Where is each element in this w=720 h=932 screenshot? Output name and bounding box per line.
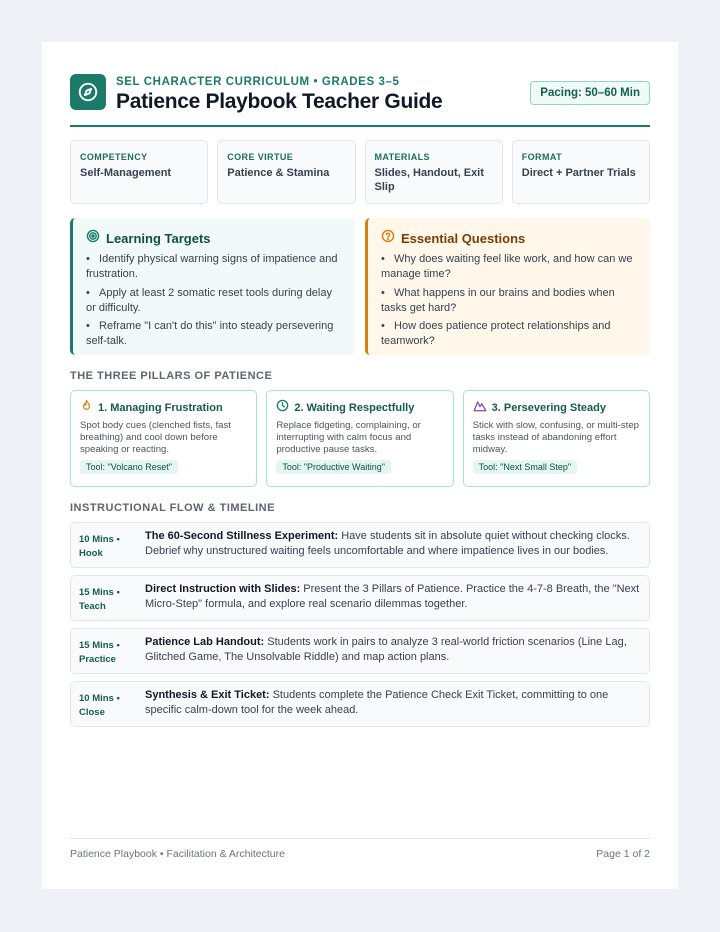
- pillars-heading: THE THREE PILLARS OF PATIENCE: [70, 370, 273, 382]
- timeline: [70, 522, 650, 734]
- page-title: Patience Playbook Teacher Guide: [116, 90, 443, 113]
- list-item: • Identify physical warning signs of impatience and frustration.: [86, 252, 343, 282]
- pillar-card-frustration: [70, 390, 257, 487]
- pillar-description: Replace fidgeting, complaining, or interrupting with calm focus and productive pause tasks.: [276, 420, 421, 455]
- pillar-card-persevering: [463, 390, 650, 487]
- timeline-row: [70, 575, 650, 621]
- tool-tag: Tool: "Next Small Step": [473, 460, 577, 474]
- meta-value: Slides, Handout, Exit Slip: [374, 167, 484, 193]
- meta-value: Patience & Stamina: [227, 167, 330, 179]
- pillar-title: 1. Managing Frustration: [98, 402, 223, 414]
- page-number: Page 1 of 2: [596, 848, 650, 860]
- clock-icon: [276, 399, 289, 417]
- footer-title: Patience Playbook • Facilitation & Architecture: [70, 848, 285, 860]
- essential-questions-list: [381, 252, 638, 349]
- timeline-duration: 15 Mins • Practice: [79, 640, 120, 665]
- timeline-description: The 60-Second Stillness Experiment: Have students sit in absolute quiet without checking clocks. Debrief why unstructured waiting feels uncomfortable and where impatience lives in our bodies.: [145, 530, 630, 557]
- meta-cards: [70, 140, 650, 204]
- list-item: • How does patience protect relationships and teamwork?: [381, 319, 638, 349]
- timeline-heading: INSTRUCTIONAL FLOW & TIMELINE: [70, 502, 275, 514]
- list-item: • What happens in our brains and bodies when tasks get hard?: [381, 286, 638, 316]
- meta-card-core-virtue: [217, 140, 355, 204]
- curriculum-eyebrow: SEL CHARACTER CURRICULUM • GRADES 3–5: [116, 76, 400, 88]
- learning-targets-box: [70, 218, 355, 355]
- meta-label: MATERIALS: [374, 152, 430, 162]
- pillars: [70, 390, 650, 487]
- tool-tag: Tool: "Volcano Reset": [80, 460, 178, 474]
- document-page: [42, 42, 678, 889]
- timeline-duration: 10 Mins • Close: [79, 693, 120, 718]
- pillar-description: Stick with slow, confusing, or multi-step tasks instead of abandoning effort midway.: [472, 420, 640, 455]
- header-divider: [70, 125, 650, 127]
- list-item: • Reframe "I can't do this" into steady persevering self-talk.: [86, 319, 343, 349]
- meta-card-competency: [70, 140, 208, 204]
- page-footer: [70, 838, 650, 860]
- meta-value: Direct + Partner Trials: [521, 167, 636, 179]
- target-icon: [86, 229, 100, 248]
- question-circle-icon: [381, 229, 395, 248]
- list-item: • Apply at least 2 somatic reset tools during delay or difficulty.: [86, 286, 343, 316]
- pillar-title: 2. Waiting Respectfully: [294, 402, 415, 414]
- timeline-row: [70, 628, 650, 674]
- essential-questions-title: Essential Questions: [401, 231, 526, 246]
- pillar-description: Spot body cues (clenched fists, fast breathing) and cool down before speaking or reacting.: [80, 420, 231, 455]
- tool-tag: Tool: "Productive Waiting": [276, 460, 391, 474]
- essential-questions-box: [365, 218, 650, 355]
- learning-targets-list: [86, 252, 343, 349]
- flame-icon: [80, 399, 93, 417]
- pacing-badge: Pacing: 50–60 Min: [530, 81, 650, 105]
- list-item: • Why does waiting feel like work, and how can we manage time?: [381, 252, 638, 282]
- meta-label: COMPETENCY: [80, 152, 148, 162]
- compass-icon: [70, 74, 106, 110]
- pillar-card-waiting: [266, 390, 453, 487]
- timeline-row: [70, 522, 650, 568]
- timeline-description: Patience Lab Handout: Students work in pairs to analyze 3 real-world friction scenarios (Line Lag, Glitched Game, The Unsolvable Riddle) and map action plans.: [145, 636, 627, 663]
- timeline-duration: 10 Mins • Hook: [79, 534, 120, 559]
- mountain-icon: [473, 399, 487, 417]
- meta-card-materials: [365, 140, 503, 204]
- timeline-description: Direct Instruction with Slides: Present the 3 Pillars of Patience. Practice the 4-7-8 Breath, the "Next Micro-Step" formula, and explore real scenario dilemmas together.: [145, 583, 640, 610]
- meta-card-format: [512, 140, 650, 204]
- pillar-title: 3. Persevering Steady: [491, 402, 606, 414]
- timeline-duration: 15 Mins • Teach: [79, 587, 120, 612]
- meta-value: Self-Management: [80, 167, 172, 179]
- timeline-description: Synthesis & Exit Ticket: Students complete the Patience Check Exit Ticket, committing to one specific calm-down tool for the week ahead.: [145, 689, 609, 716]
- timeline-row: [70, 681, 650, 727]
- targets-and-questions: [70, 218, 650, 355]
- header: [70, 74, 650, 126]
- learning-targets-title: Learning Targets: [106, 231, 211, 246]
- meta-label: FORMAT: [521, 152, 562, 162]
- meta-label: CORE VIRTUE: [227, 152, 294, 162]
